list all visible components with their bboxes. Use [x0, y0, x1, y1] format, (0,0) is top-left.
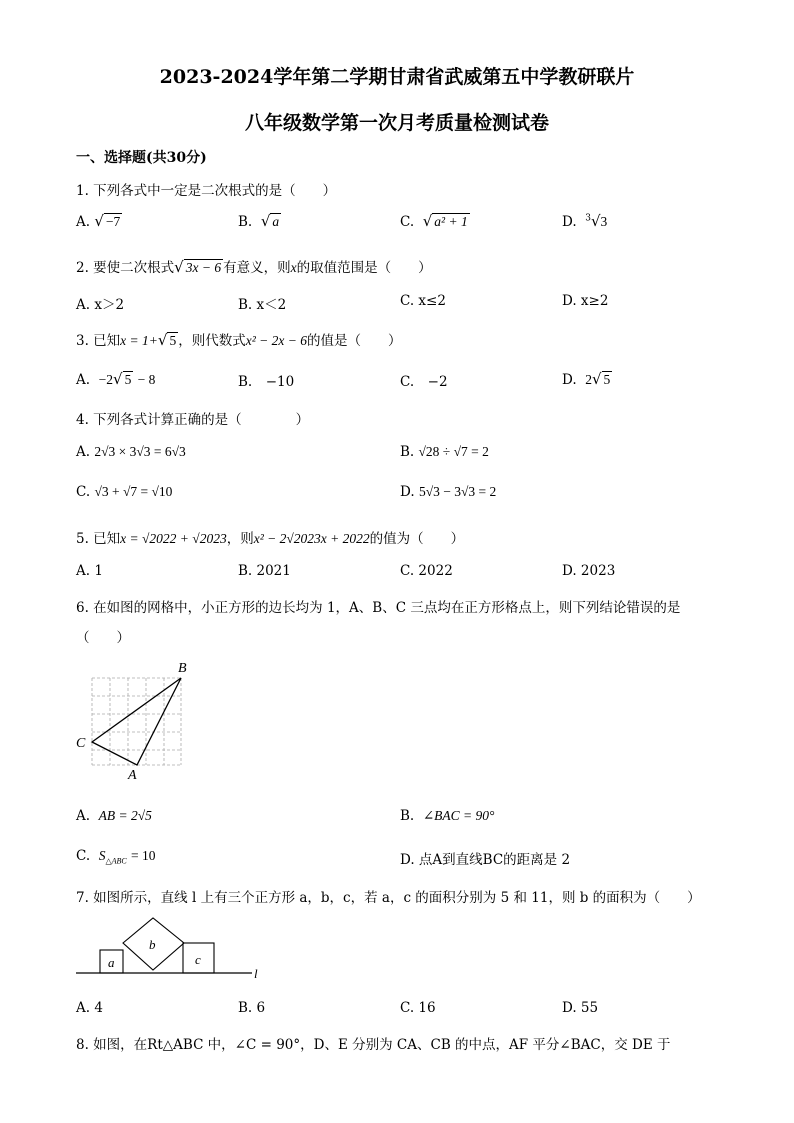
- q1-option-d: D. $^3$√3: [562, 212, 608, 230]
- question-1-stem: 1. 下列各式中一定是二次根式的是（ ）: [76, 183, 337, 199]
- q7-option-d: D. 55: [562, 1000, 599, 1016]
- title-line-2: 八年级数学第一次月考质量检测试卷: [244, 112, 549, 134]
- q1-option-b: B. √ a: [238, 212, 280, 230]
- q4-option-d: D. 5√3 − 3√3 = 2: [400, 484, 497, 500]
- q2-option-b: B. x＜2: [238, 297, 287, 313]
- q7-squares-figure: [70, 910, 270, 982]
- q3-option-c: C. −2: [400, 374, 448, 390]
- q2-option-c: C. x≤2: [400, 293, 446, 309]
- q1-option-c: C. √ a² + 1: [400, 212, 468, 230]
- label-point-c: C: [76, 736, 86, 751]
- question-6-stem-cont: （ ）: [76, 630, 130, 646]
- q5-option-a: A. 1: [76, 563, 103, 579]
- label-c: c: [195, 952, 201, 967]
- q6-option-b: B. ∠BAC = 90°: [400, 808, 495, 824]
- q7-option-a: A. 4: [76, 1000, 103, 1016]
- label-point-a: A: [128, 768, 137, 783]
- title-line-1: 2023-2024学年第二学期甘肃省武威第五中学教研联片: [159, 66, 635, 88]
- q7-option-c: C. 16: [400, 1000, 436, 1016]
- question-5-stem: 5. 已知x = √2022 + √2023，则x² − 2√2023x + 2022的值为（ ）: [76, 531, 465, 547]
- q6-option-a: A. AB = 2√5: [76, 808, 152, 824]
- q3-option-a: A. −2√ 5 − 8: [76, 370, 156, 388]
- label-point-b: B: [178, 661, 187, 676]
- q3-option-b: B. −10: [238, 374, 295, 390]
- label-l: l: [254, 966, 258, 981]
- question-4-stem: 4. 下列各式计算正确的是（ ）: [76, 412, 310, 428]
- q5-option-d: D. 2023: [562, 563, 616, 579]
- q1-option-a: A. √ −7: [76, 212, 121, 230]
- q6-grid-figure: [70, 655, 200, 785]
- label-b: b: [149, 937, 156, 952]
- q5-option-c: C. 2022: [400, 563, 453, 579]
- q7-option-b: B. 6: [238, 1000, 266, 1016]
- q3-option-d: D. 2√ 5: [562, 370, 611, 388]
- q5-option-b: B. 2021: [238, 563, 291, 579]
- section-heading: 一、选择题(共30分): [76, 150, 207, 166]
- q2-option-a: A. x＞2: [76, 297, 125, 313]
- grid-lines: [92, 678, 181, 765]
- q6-option-c: C. $S_{\triangle ABC} = 10$: [76, 848, 156, 866]
- q6-option-d: D. 点A到直线BC的距离是 2: [400, 852, 571, 868]
- q4-option-c: C. √3 + √7 = √10: [76, 484, 173, 500]
- triangle-abc: [92, 678, 181, 765]
- question-6-stem: 6. 在如图的网格中，小正方形的边长均为 1，A、B、C 三点均在正方形格点上，则下列结论错误的是: [76, 600, 681, 616]
- q2-option-d: D. x≥2: [562, 293, 609, 309]
- question-7-stem: 7. 如图所示，直线 l 上有三个正方形 a，b，c，若 a，c 的面积分别为 5 和 11，则 b 的面积为（ ）: [76, 890, 701, 906]
- question-8-stem: 8. 如图，在Rt△ABC 中，∠C = 90°，D、E 分别为 CA、CB 的中点，AF 平分∠BAC，交 DE 于: [76, 1037, 671, 1053]
- label-a: a: [108, 955, 115, 970]
- q4-option-b: B. √28 ÷ √7 = 2: [400, 444, 489, 460]
- q4-option-a: A. 2√3 × 3√3 = 6√3: [76, 444, 186, 460]
- question-2-stem: 2. 要使二次根式√ 3x − 6 有意义，则x的取值范围是（ ）: [76, 258, 432, 276]
- question-3-stem: 3. 已知x = 1+√ 5 ，则代数式x² − 2x − 6的值是（ ）: [76, 331, 402, 349]
